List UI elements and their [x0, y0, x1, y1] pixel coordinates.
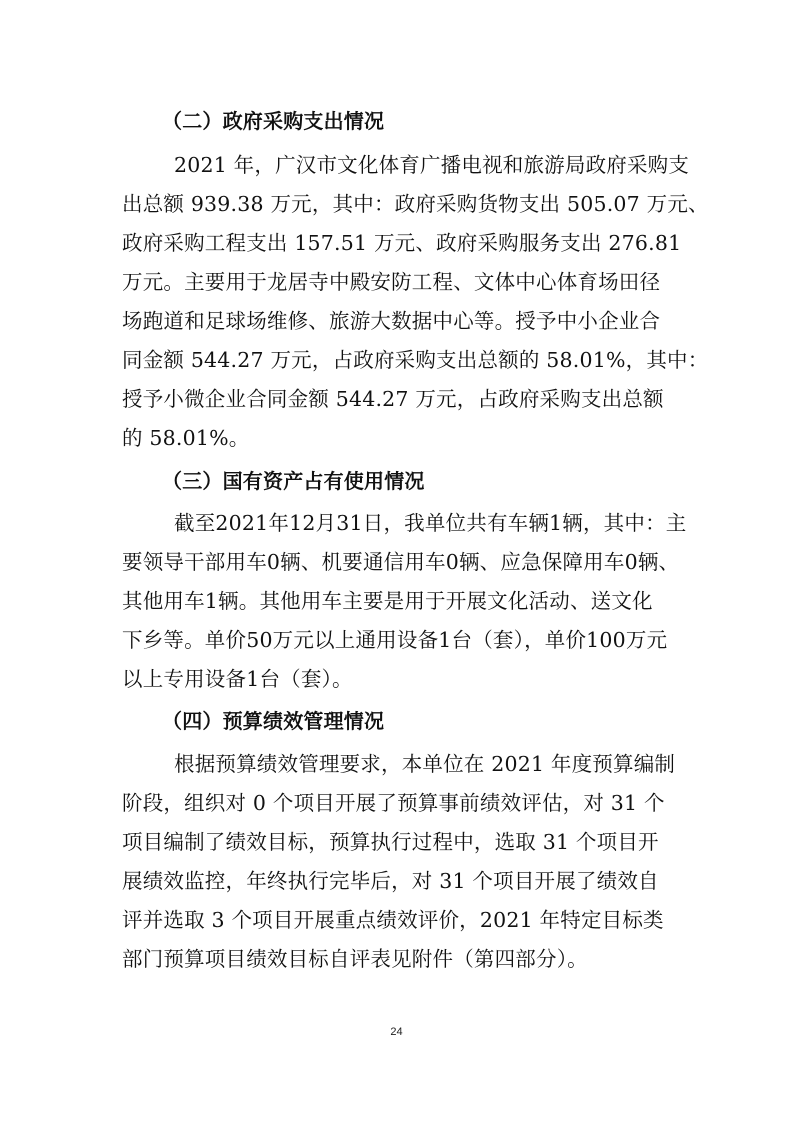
- paragraph-line: 下乡等。单价50万元以上通用设备1台（套），单价100万元: [122, 628, 668, 652]
- paragraph-line: 以上专用设备1台（套）。: [122, 667, 353, 691]
- paragraph-line: 部门预算项目绩效目标自评表见附件（第四部分）。: [122, 947, 588, 971]
- section-heading-performance: （四）预算绩效管理情况: [162, 709, 385, 733]
- paragraph-line: 政府采购工程支出 157.51 万元、政府采购服务支出 276.81: [122, 231, 682, 255]
- paragraph-line: 评并选取 3 个项目开展重点绩效评价，2021 年特定目标类: [122, 908, 664, 932]
- paragraph-line: 同金额 544.27 万元，占政府采购支出总额的 58.01%，其中：: [122, 348, 709, 372]
- section-heading-state-assets: （三）国有资产占有使用情况: [162, 469, 425, 493]
- paragraph-line: 截至2021年12月31日，我单位共有车辆1辆，其中：主: [174, 511, 687, 535]
- paragraph-line: 展绩效监控，年终执行完毕后，对 31 个项目开展了绩效自: [122, 869, 659, 893]
- paragraph-line: 授予小微企业合同金额 544.27 万元，占政府采购支出总额: [122, 387, 664, 411]
- paragraph-line: 出总额 939.38 万元，其中：政府采购货物支出 505.07 万元、: [122, 192, 709, 216]
- paragraph-line: 阶段，组织对 0 个项目开展了预算事前绩效评估，对 31 个: [122, 791, 665, 815]
- paragraph-line: 万元。主要用于龙居寺中殿安防工程、文体中心体育场田径: [122, 270, 661, 294]
- paragraph-line: 的 58.01%。: [122, 426, 250, 450]
- paragraph-line: 项目编制了绩效目标，预算执行过程中，选取 31 个项目开: [122, 830, 659, 854]
- paragraph-line: 2021 年，广汉市文化体育广播电视和旅游局政府采购支: [174, 153, 690, 177]
- page-number: 24: [390, 1026, 403, 1038]
- paragraph-line: 根据预算绩效管理要求，本单位在 2021 年度预算编制: [174, 752, 676, 776]
- paragraph-line: 场跑道和足球场维修、旅游大数据中心等。授予中小企业合: [122, 309, 661, 333]
- section-heading-procurement: （二）政府采购支出情况: [162, 109, 385, 133]
- paragraph-line: 要领导干部用车0辆、机要通信用车0辆、应急保障用车0辆、: [122, 550, 680, 574]
- paragraph-line: 其他用车1辆。其他用车主要是用于开展文化活动、送文化: [122, 589, 653, 613]
